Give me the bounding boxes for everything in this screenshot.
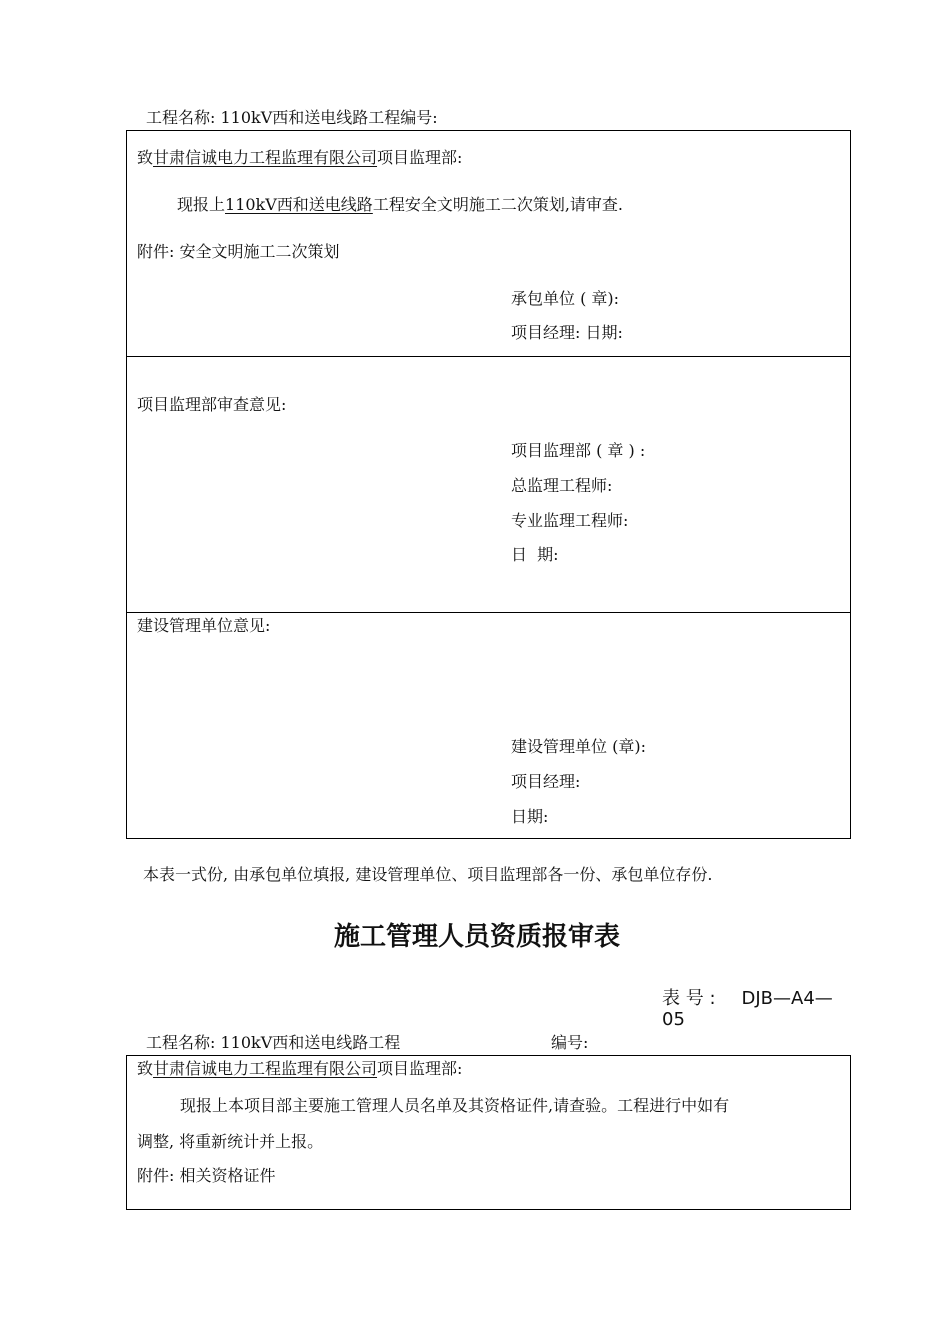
form2-number-label: 编号: xyxy=(551,1033,589,1052)
form1-pm-date: 项目经理: 日期: xyxy=(511,323,623,342)
form2-body-line2: 调整, 将重新统计并上报。 xyxy=(137,1132,324,1151)
form1-specialist-engineer: 专业监理工程师: xyxy=(511,511,629,530)
form1-owner-date: 日期: xyxy=(511,807,549,826)
form1-owner-pm: 项目经理: xyxy=(511,772,581,791)
form1-owner-label: 建设管理单位意见: xyxy=(137,616,271,635)
form1-body: 现报上110kV西和送电线路工程安全文明施工二次策划,请审查. xyxy=(177,195,623,214)
form1-owner-section xyxy=(126,612,851,839)
form2-project-name: 工程名称: 110kV西和送电线路工程 xyxy=(146,1033,401,1052)
form2-addressee: 致甘肃信诚电力工程监理有限公司项目监理部: xyxy=(137,1059,463,1078)
form2-table-number-cont: 05 xyxy=(662,1009,685,1030)
form2-supervisor-org: 甘肃信诚电力工程监理有限公司 xyxy=(153,1059,378,1078)
form1-footnote: 本表一式份, 由承包单位填报, 建设管理单位、项目监理部各一份、承包单位存份. xyxy=(143,865,713,884)
form2-body-line1: 现报上本项目部主要施工管理人员名单及其资格证件,请查验。工程进行中如有 xyxy=(180,1096,730,1115)
form1-owner-seal: 建设管理单位 (章): xyxy=(511,737,646,756)
form1-review-date: 日 期: xyxy=(511,545,559,564)
form1-review-label: 项目监理部审查意见: xyxy=(137,395,287,414)
form2-title: 施工管理人员资质报审表 xyxy=(334,922,621,952)
form2-table-number: 表 号 : DJB—A4— xyxy=(662,988,833,1009)
form1-supervision-seal: 项目监理部 ( 章 ) : xyxy=(511,441,646,460)
form1-project-name: 110kV西和送电线路 xyxy=(225,195,373,214)
form1-addressee: 致甘肃信诚电力工程监理有限公司项目监理部: xyxy=(137,148,463,167)
form1-header: 工程名称: 110kV西和送电线路工程编号: xyxy=(146,108,438,127)
form2-attachment: 附件: 相关资格证件 xyxy=(137,1166,276,1185)
form1-attachment: 附件: 安全文明施工二次策划 xyxy=(137,242,340,261)
form1-chief-engineer: 总监理工程师: xyxy=(511,476,613,495)
form1-supervisor-org: 甘肃信诚电力工程监理有限公司 xyxy=(153,148,378,167)
form1-contractor-seal: 承包单位 ( 章): xyxy=(511,289,620,308)
